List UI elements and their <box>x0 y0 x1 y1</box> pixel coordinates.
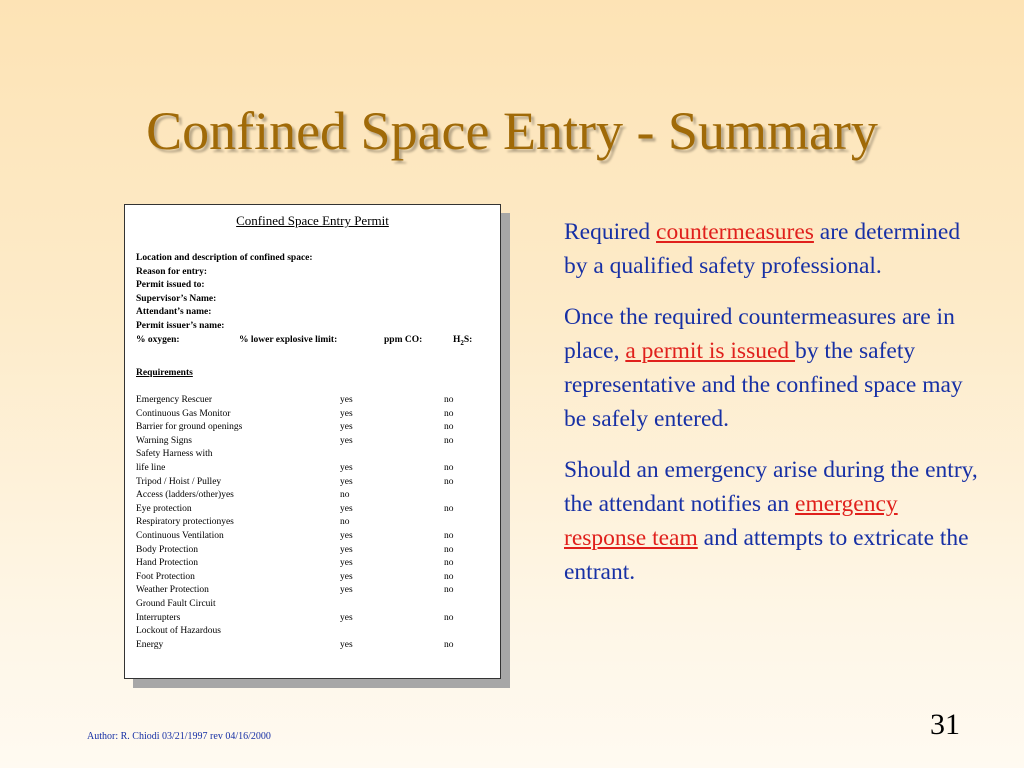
paragraph-countermeasures: Required countermeasures are determined by a qualified safety professional. <box>564 219 961 279</box>
requirement-name: Lockout of Hazardous <box>136 626 221 637</box>
page-number: 31 <box>930 708 960 741</box>
requirement-name: Interrupters <box>136 612 181 623</box>
requirement-name: Hand Protection <box>136 558 199 569</box>
requirement-row <box>136 421 486 435</box>
requirement-no: no <box>444 571 454 582</box>
requirement-row <box>136 612 486 626</box>
requirement-name: Respiratory protectionyes <box>136 517 234 528</box>
requirement-name: Emergency Rescuer <box>136 395 213 405</box>
requirement-yes: yes <box>340 639 353 650</box>
countermeasures-link[interactable]: countermeasures <box>656 219 814 245</box>
requirements-heading: Requirements <box>136 368 193 378</box>
requirement-row <box>136 544 486 558</box>
requirement-no: no <box>444 558 454 569</box>
summary-text <box>564 215 984 606</box>
requirement-row <box>136 639 486 653</box>
requirement-yes: yes <box>340 435 353 446</box>
requirement-name: Barrier for ground openings <box>136 422 243 433</box>
oxygen-label: % oxygen: <box>136 334 180 345</box>
requirement-yes: yes <box>340 395 353 405</box>
requirement-yes: yes <box>340 476 353 487</box>
requirement-row <box>136 557 486 571</box>
requirement-name: Body Protection <box>136 544 199 555</box>
requirement-no: no <box>444 544 454 555</box>
requirement-row <box>136 571 486 585</box>
requirement-yes: yes <box>340 612 353 623</box>
requirement-yes: no <box>340 490 350 501</box>
permit-issued-link[interactable]: a permit is issued <box>625 338 796 364</box>
requirement-row <box>136 584 486 598</box>
slide-title: Confined Space Entry - Summary <box>146 101 878 161</box>
requirement-row <box>136 476 486 490</box>
requirement-no: no <box>444 612 454 623</box>
requirement-name: Continuous Gas Monitor <box>136 408 231 419</box>
requirement-no: no <box>444 476 454 487</box>
paragraph-emergency: Should an emergency arise during the entry, the attendant notifies an emergency response team and attempts to extricate the entrant. <box>564 457 978 585</box>
h2s-label: $H_2S$: <box>453 334 473 347</box>
permit-field: Supervisor’s Name: <box>136 293 217 304</box>
requirement-row <box>136 462 486 476</box>
permit-field: Permit issued to: <box>136 280 205 291</box>
co-label: ppm CO: <box>384 334 423 345</box>
requirement-yes: yes <box>340 571 353 582</box>
requirement-no: no <box>444 395 454 405</box>
requirement-no: no <box>444 435 454 446</box>
requirement-yes: yes <box>340 408 353 419</box>
requirement-name: Warning Signs <box>136 435 192 446</box>
requirement-yes: yes <box>340 503 353 514</box>
requirement-name: Weather Protection <box>136 585 209 596</box>
requirement-yes: yes <box>340 585 353 596</box>
requirement-no: no <box>444 422 454 433</box>
requirement-name: life line <box>136 462 166 473</box>
requirement-name: Ground Fault Circuit <box>136 598 216 609</box>
requirement-no: no <box>444 585 454 596</box>
requirement-yes: yes <box>340 530 353 541</box>
requirement-row <box>136 625 486 639</box>
requirement-yes: yes <box>340 558 353 569</box>
requirement-yes: yes <box>340 422 353 433</box>
requirement-row <box>136 435 486 449</box>
requirement-row <box>136 448 486 462</box>
requirement-name: Access (ladders/other)yes <box>136 490 234 501</box>
requirement-row <box>136 489 486 503</box>
requirement-no: no <box>444 408 454 419</box>
requirement-row <box>136 503 486 517</box>
requirement-row <box>136 530 486 544</box>
requirement-name: Continuous Ventilation <box>136 530 224 541</box>
requirement-no: no <box>444 639 454 650</box>
permit-form <box>124 204 501 679</box>
gas-readings-row <box>136 334 486 348</box>
requirement-no: no <box>444 462 454 473</box>
permit-field: Permit issuer’s name: <box>136 320 225 331</box>
permit-field: Attendant’s name: <box>136 307 212 318</box>
requirement-row <box>136 408 486 422</box>
requirement-name: Energy <box>136 639 164 650</box>
requirement-row <box>136 598 486 612</box>
permit-field: Reason for entry: <box>136 266 208 277</box>
requirement-yes: no <box>340 517 350 528</box>
requirement-row <box>136 516 486 530</box>
lel-label: % lower explosive limit: <box>239 334 338 345</box>
requirements-list <box>136 394 486 652</box>
paragraph-permit: Once the required countermeasures are in place, a permit is issued by the safety representative and the confined space may be safely entered. <box>564 304 963 432</box>
requirement-name: Eye protection <box>136 503 192 514</box>
requirement-name: Safety Harness with <box>136 449 213 460</box>
permit-field: Location and description of confined space: <box>136 253 313 263</box>
permit-title: Confined Space Entry Permit <box>236 213 389 228</box>
requirement-no: no <box>444 530 454 541</box>
emergency-response-team-link[interactable]: emergency response team <box>564 491 898 551</box>
requirement-name: Foot Protection <box>136 571 195 582</box>
requirement-row <box>136 394 486 408</box>
permit-fields <box>136 252 486 347</box>
requirement-name: Tripod / Hoist / Pulley <box>136 476 222 487</box>
requirement-yes: yes <box>340 462 353 473</box>
requirement-no: no <box>444 503 454 514</box>
author-footer: Author: R. Chiodi 03/21/1997 rev 04/16/2000 <box>87 731 271 742</box>
requirement-yes: yes <box>340 544 353 555</box>
